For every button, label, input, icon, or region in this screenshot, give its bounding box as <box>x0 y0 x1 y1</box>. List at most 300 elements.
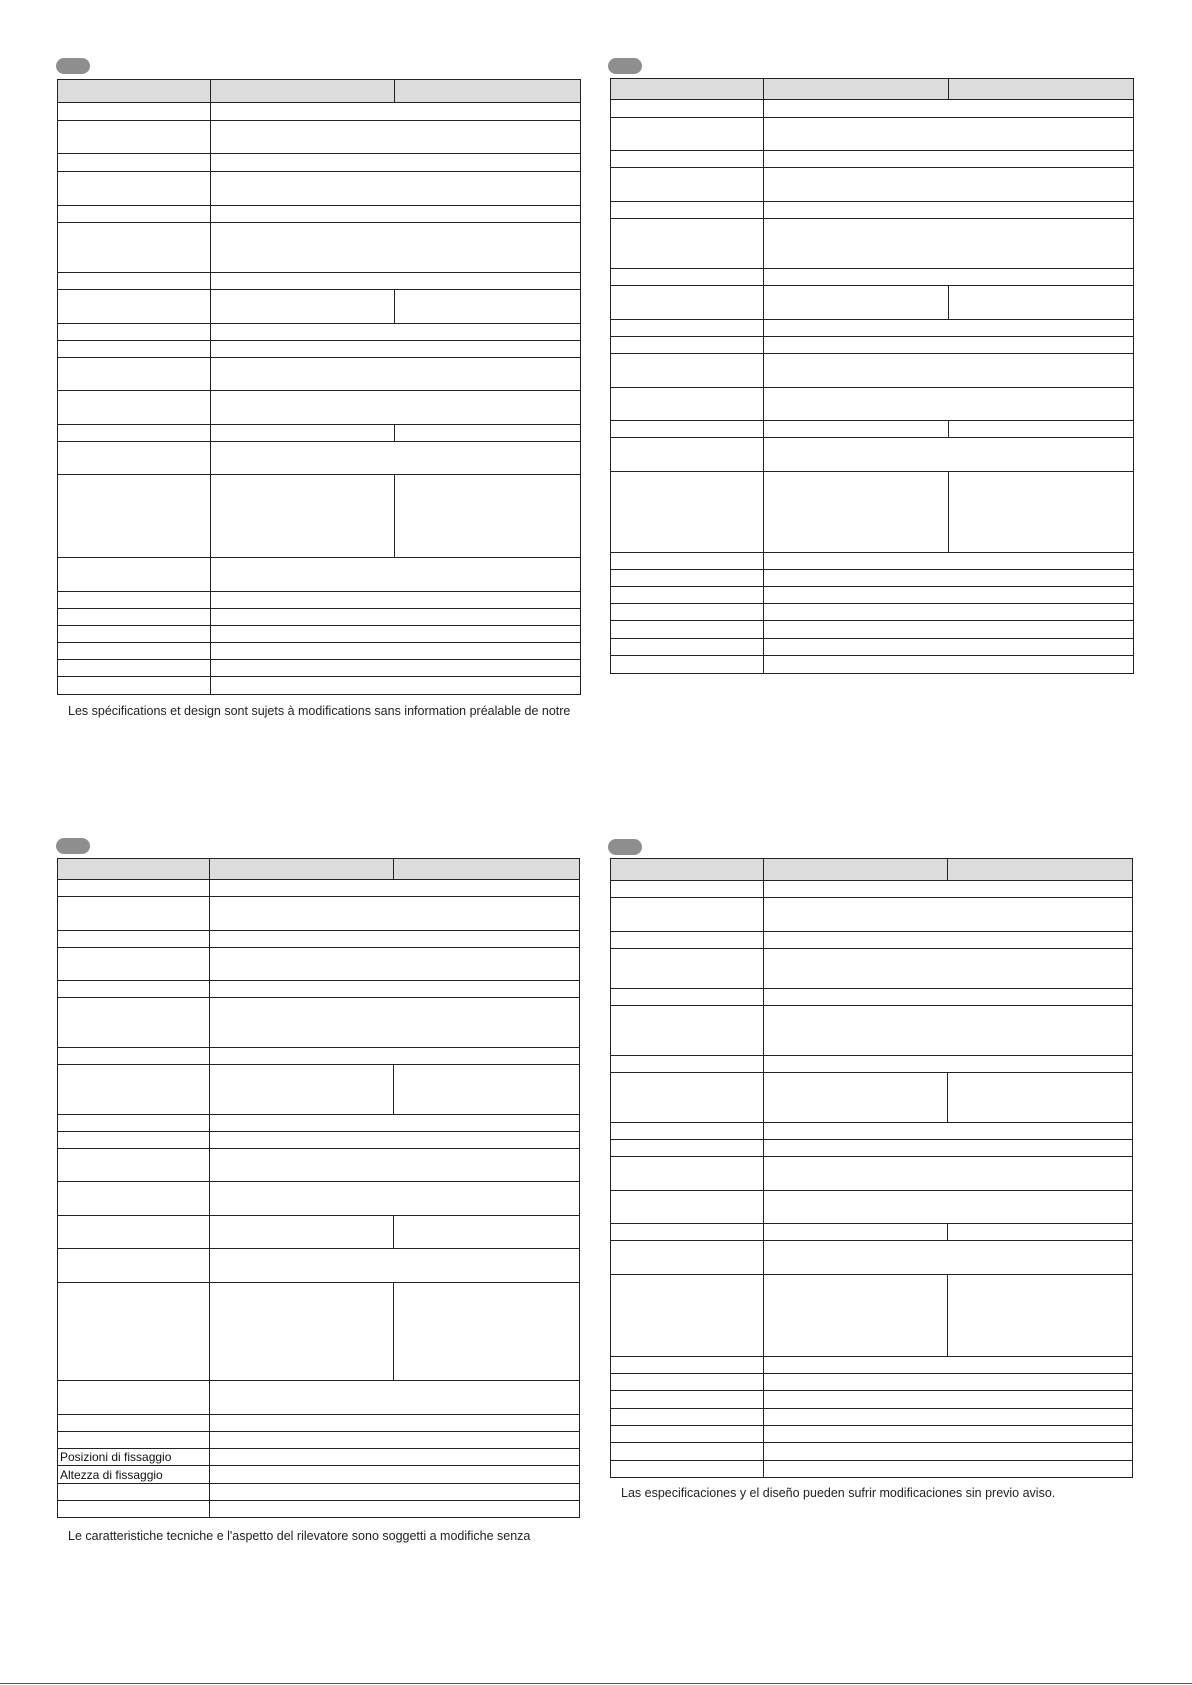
table-cell <box>611 553 764 570</box>
table-row <box>58 609 581 626</box>
table-row <box>611 1191 1133 1224</box>
table-row <box>58 897 580 931</box>
table-row <box>611 989 1133 1006</box>
table-row <box>58 1216 580 1249</box>
table-cell <box>395 290 581 324</box>
table-cell <box>611 949 764 989</box>
table-row <box>58 981 580 998</box>
table-cell <box>210 1381 580 1415</box>
row-label-mounting-positions: Posizioni di fissaggio <box>58 1449 210 1466</box>
table-cell <box>211 172 581 206</box>
table-row <box>611 1443 1133 1461</box>
table-cell <box>764 438 1134 472</box>
table-cell <box>58 660 211 677</box>
table-cell <box>58 1283 210 1381</box>
table-cell <box>58 1432 210 1449</box>
table-cell <box>764 604 1134 621</box>
table-row <box>58 677 581 695</box>
table-cell <box>210 1115 580 1132</box>
page-bottom-rule <box>0 1683 1192 1684</box>
table-row <box>58 880 580 897</box>
table-cell <box>764 1241 1133 1275</box>
table-row <box>58 626 581 643</box>
table-cell <box>211 475 395 558</box>
table-row <box>58 391 581 425</box>
table-cell <box>764 1374 1133 1391</box>
table-row <box>58 154 581 172</box>
header-cell <box>211 80 395 103</box>
table-cell <box>764 1006 1133 1056</box>
table-cell <box>611 337 764 354</box>
table-cell <box>611 1073 764 1123</box>
table-cell <box>948 1224 1133 1241</box>
table-cell <box>764 1391 1133 1409</box>
table-row <box>58 475 581 558</box>
table-cell <box>764 553 1134 570</box>
table-cell <box>58 1501 210 1518</box>
table-cell <box>611 1391 764 1409</box>
table-cell <box>949 472 1134 553</box>
table-row <box>611 1056 1133 1073</box>
table-cell <box>611 587 764 604</box>
table-row <box>58 1415 580 1432</box>
table-row <box>611 881 1133 898</box>
table-row <box>58 1449 580 1466</box>
table-cell <box>58 223 211 273</box>
table-cell <box>611 354 764 388</box>
table-cell <box>611 1006 764 1056</box>
table-row <box>58 1501 580 1518</box>
table-row <box>611 1073 1133 1123</box>
table-row <box>58 1484 580 1501</box>
table-cell <box>394 1065 580 1115</box>
table-cell <box>764 1426 1133 1443</box>
table-cell <box>211 425 395 442</box>
table-cell <box>58 1132 210 1149</box>
table-cell <box>611 320 764 337</box>
header-cell <box>611 859 764 881</box>
table-cell <box>58 1249 210 1283</box>
table-cell <box>764 1224 948 1241</box>
table-cell <box>211 391 581 425</box>
table-cell <box>58 1048 210 1065</box>
table-cell <box>210 1216 394 1249</box>
table-cell <box>611 1443 764 1461</box>
table-cell <box>58 558 211 592</box>
table-cell <box>211 358 581 391</box>
table-row <box>58 1432 580 1449</box>
table-cell <box>611 1374 764 1391</box>
table-cell <box>764 1357 1133 1374</box>
table-cell <box>764 388 1134 421</box>
table-cell <box>211 592 581 609</box>
table-cell <box>611 639 764 656</box>
table-cell <box>58 103 211 121</box>
table-row <box>58 324 581 341</box>
table-row <box>58 103 581 121</box>
table-cell <box>764 472 949 553</box>
table-row <box>611 949 1133 989</box>
table-cell <box>611 421 764 438</box>
header-cell <box>58 859 210 880</box>
table-cell <box>611 1123 764 1140</box>
table-cell <box>58 592 211 609</box>
table-row <box>611 438 1134 472</box>
table-row <box>58 358 581 391</box>
table-row <box>611 898 1133 932</box>
table-cell <box>211 290 395 324</box>
table-cell <box>611 269 764 286</box>
table-row <box>58 558 581 592</box>
table-cell <box>211 442 581 475</box>
table-row <box>611 269 1134 286</box>
language-badge-top-right <box>608 58 642 74</box>
table-cell <box>764 881 1133 898</box>
table-row <box>58 1283 580 1381</box>
row-label-mounting-height: Altezza di fissaggio <box>58 1466 210 1484</box>
table-cell <box>394 1283 580 1381</box>
table-cell <box>764 286 949 320</box>
table-cell <box>210 1432 580 1449</box>
table-cell <box>211 103 581 121</box>
table-row <box>611 1391 1133 1409</box>
table-row <box>58 425 581 442</box>
table-cell <box>611 570 764 587</box>
table-cell <box>764 587 1134 604</box>
table-cell <box>58 341 211 358</box>
table-cell <box>211 609 581 626</box>
header-cell <box>764 79 949 100</box>
header-cell <box>764 859 948 881</box>
table-cell <box>58 880 210 897</box>
table-cell <box>764 1073 948 1123</box>
table-cell <box>58 1182 210 1216</box>
table-row <box>611 1374 1133 1391</box>
table-row <box>58 948 580 981</box>
table-cell <box>210 880 580 897</box>
table-cell <box>948 1073 1133 1123</box>
table-row <box>611 320 1134 337</box>
table-cell <box>58 981 210 998</box>
table-cell <box>611 388 764 421</box>
table-cell <box>394 1216 580 1249</box>
table-cell <box>58 677 211 695</box>
table-cell <box>764 1140 1133 1157</box>
table-cell <box>58 273 211 290</box>
table-cell <box>58 442 211 475</box>
table-cell <box>58 643 211 660</box>
table-row <box>611 604 1134 621</box>
table-cell <box>58 391 211 425</box>
table-cell <box>611 1275 764 1357</box>
table-cell <box>611 656 764 674</box>
table-cell <box>764 320 1134 337</box>
table-cell <box>764 1409 1133 1426</box>
table-row <box>58 998 580 1048</box>
table-cell <box>58 121 211 154</box>
table-cell <box>395 475 581 558</box>
language-badge-es <box>608 839 642 855</box>
table-row <box>611 388 1134 421</box>
table-row <box>611 621 1134 639</box>
table-row <box>58 660 581 677</box>
table-cell <box>611 100 764 118</box>
table-row <box>58 1132 580 1149</box>
table-row <box>58 1249 580 1283</box>
table-cell <box>211 154 581 172</box>
table-header-row <box>611 859 1133 881</box>
table-cell <box>611 1426 764 1443</box>
table-cell <box>764 354 1134 388</box>
table-cell <box>611 1461 764 1478</box>
table-row <box>611 553 1134 570</box>
table-cell <box>210 1466 580 1484</box>
table-cell <box>611 1056 764 1073</box>
table-row <box>611 1409 1133 1426</box>
table-cell <box>611 1241 764 1275</box>
table-cell <box>211 121 581 154</box>
table-row <box>58 223 581 273</box>
table-row <box>611 286 1134 320</box>
table-cell <box>764 949 1133 989</box>
table-cell <box>764 421 949 438</box>
table-cell <box>58 626 211 643</box>
table-row <box>58 273 581 290</box>
table-row <box>58 290 581 324</box>
spec-table-fr <box>57 79 581 695</box>
table-cell <box>210 981 580 998</box>
table-row <box>611 1123 1133 1140</box>
table-cell <box>764 1191 1133 1224</box>
table-cell <box>611 1191 764 1224</box>
table-cell <box>58 425 211 442</box>
header-cell <box>948 859 1133 881</box>
table-cell <box>764 118 1134 151</box>
table-cell <box>58 1415 210 1432</box>
table-header-row <box>58 80 581 103</box>
table-row <box>611 656 1134 674</box>
table-cell <box>764 570 1134 587</box>
table-cell <box>611 1140 764 1157</box>
table-cell <box>211 223 581 273</box>
table-cell <box>210 1048 580 1065</box>
table-cell <box>764 168 1134 202</box>
table-cell <box>211 677 581 695</box>
table-cell <box>210 1249 580 1283</box>
table-row <box>611 118 1134 151</box>
table-cell <box>949 286 1134 320</box>
table-cell <box>210 1501 580 1518</box>
spec-table-top-right <box>610 78 1134 674</box>
table-cell <box>58 609 211 626</box>
header-cell <box>394 859 580 880</box>
disclaimer-note-fr: Les spécifications et design sont sujets à modifications sans information préalable de notre <box>68 704 571 718</box>
table-row <box>58 931 580 948</box>
table-row <box>611 337 1134 354</box>
table-row <box>611 202 1134 219</box>
table-cell <box>58 172 211 206</box>
disclaimer-note-es: Las especificaciones y el diseño pueden sufrir modificaciones sin previo aviso. <box>621 1486 1056 1500</box>
table-cell <box>210 1484 580 1501</box>
table-cell <box>58 1149 210 1182</box>
table-row <box>611 1357 1133 1374</box>
table-cell <box>58 1484 210 1501</box>
table-cell <box>764 151 1134 168</box>
language-badge-it <box>56 838 90 854</box>
table-row <box>611 151 1134 168</box>
table-row <box>611 1426 1133 1443</box>
table-cell <box>58 475 211 558</box>
table-cell <box>58 324 211 341</box>
table-cell <box>764 1275 948 1357</box>
table-row <box>611 354 1134 388</box>
table-cell <box>58 1115 210 1132</box>
table-row <box>58 1182 580 1216</box>
table-row <box>58 1149 580 1182</box>
table-cell <box>211 660 581 677</box>
table-cell <box>764 1443 1133 1461</box>
table-row <box>611 932 1133 949</box>
table-row <box>611 570 1134 587</box>
language-badge-fr <box>56 58 90 74</box>
table-row <box>611 1241 1133 1275</box>
table-cell <box>210 1065 394 1115</box>
table-row <box>58 172 581 206</box>
table-row <box>611 639 1134 656</box>
table-cell <box>211 643 581 660</box>
table-row <box>58 442 581 475</box>
table-cell <box>611 472 764 553</box>
table-cell <box>210 931 580 948</box>
table-cell <box>764 269 1134 286</box>
table-cell <box>611 932 764 949</box>
table-row <box>58 1381 580 1415</box>
table-cell <box>58 931 210 948</box>
table-header-row <box>611 79 1134 100</box>
table-cell <box>764 1056 1133 1073</box>
table-cell <box>611 604 764 621</box>
table-row <box>611 219 1134 269</box>
table-row <box>611 421 1134 438</box>
table-row <box>58 206 581 223</box>
table-cell <box>764 639 1134 656</box>
table-row <box>58 121 581 154</box>
table-row <box>611 587 1134 604</box>
header-cell <box>949 79 1134 100</box>
table-cell <box>611 621 764 639</box>
table-cell <box>611 202 764 219</box>
table-cell <box>58 1216 210 1249</box>
table-cell <box>210 1132 580 1149</box>
table-cell <box>210 1182 580 1216</box>
table-cell <box>211 273 581 290</box>
table-cell <box>764 202 1134 219</box>
spec-table-it <box>57 858 580 1518</box>
table-cell <box>211 341 581 358</box>
table-row <box>58 1115 580 1132</box>
table-cell <box>764 100 1134 118</box>
table-cell <box>210 1283 394 1381</box>
header-cell <box>611 79 764 100</box>
table-cell <box>764 337 1134 354</box>
table-header-row <box>58 859 580 880</box>
table-cell <box>210 1449 580 1466</box>
table-cell <box>611 1157 764 1191</box>
table-cell <box>58 290 211 324</box>
table-cell <box>210 897 580 931</box>
table-row <box>58 1466 580 1484</box>
table-row <box>611 1461 1133 1478</box>
table-row <box>611 1224 1133 1241</box>
table-cell <box>58 1381 210 1415</box>
table-cell <box>611 219 764 269</box>
table-cell <box>58 1065 210 1115</box>
table-cell <box>611 898 764 932</box>
table-cell <box>611 151 764 168</box>
table-cell <box>211 206 581 223</box>
table-row <box>611 1157 1133 1191</box>
table-cell <box>210 998 580 1048</box>
table-cell <box>211 324 581 341</box>
table-cell <box>210 1149 580 1182</box>
table-cell <box>611 1357 764 1374</box>
table-row <box>58 1065 580 1115</box>
table-cell <box>949 421 1134 438</box>
header-cell <box>58 80 211 103</box>
table-cell <box>58 358 211 391</box>
table-cell <box>764 1461 1133 1478</box>
table-cell <box>764 219 1134 269</box>
table-cell <box>611 989 764 1006</box>
header-cell <box>210 859 394 880</box>
table-cell <box>58 206 211 223</box>
table-cell <box>58 897 210 931</box>
disclaimer-note-it: Le caratteristiche tecniche e l'aspetto del rilevatore sono soggetti a modifiche senza <box>68 1529 531 1543</box>
table-cell <box>58 948 210 981</box>
table-cell <box>611 168 764 202</box>
table-cell <box>764 989 1133 1006</box>
table-row <box>58 1048 580 1065</box>
table-cell <box>211 558 581 592</box>
table-cell <box>611 286 764 320</box>
table-cell <box>611 1409 764 1426</box>
table-row <box>611 1140 1133 1157</box>
table-cell <box>764 932 1133 949</box>
table-cell <box>611 1224 764 1241</box>
table-row <box>58 643 581 660</box>
table-cell <box>764 656 1134 674</box>
table-row <box>611 168 1134 202</box>
table-cell <box>764 1157 1133 1191</box>
table-cell <box>210 948 580 981</box>
table-cell <box>395 425 581 442</box>
table-row <box>58 341 581 358</box>
table-cell <box>210 1415 580 1432</box>
header-cell <box>395 80 581 103</box>
table-cell <box>948 1275 1133 1357</box>
table-row <box>611 472 1134 553</box>
table-cell <box>764 1123 1133 1140</box>
table-cell <box>58 154 211 172</box>
table-cell <box>764 898 1133 932</box>
table-row <box>58 592 581 609</box>
table-cell <box>611 438 764 472</box>
table-cell <box>611 118 764 151</box>
table-cell <box>211 626 581 643</box>
table-cell <box>611 881 764 898</box>
table-cell <box>58 998 210 1048</box>
table-cell <box>764 621 1134 639</box>
